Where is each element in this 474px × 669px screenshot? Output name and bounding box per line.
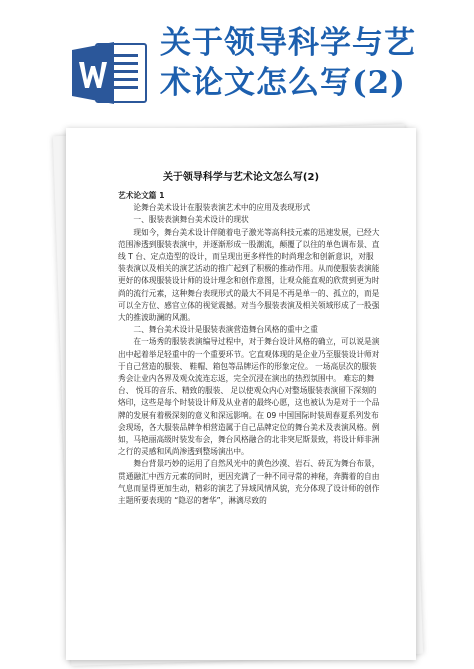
header-title-line-2: 术论文怎么写(2) bbox=[160, 65, 406, 101]
subheading: 一、服装表演舞台美术设计的现状 bbox=[133, 215, 249, 225]
paragraph: 论舞台美术设计在服装表演艺术中的应用及表现形式 bbox=[133, 203, 311, 213]
paragraph: 舞台背景巧妙的运用了自然风光中的黄色沙漠、岩石、砖瓦为舞台布景，贯通融汇中西方元素的同时，更因充满了一种不同寻常的神秘，奔腾着的自由气息而显得更加生动，精彩的演艺了异域风情风貌，充分体现了设计师的创作主题所要表现的 “隐忍的奢华”，淋漓尽致的 bbox=[118, 459, 380, 506]
section-heading: 艺术论文篇 1 bbox=[118, 191, 165, 200]
subheading: 二、舞台美术设计是服装表演营造舞台风格的重中之重 bbox=[133, 325, 318, 335]
paragraph: 在一场秀的服装表演编导过程中，对于舞台设计风格的确立，可以说是演出中起着举足轻重中的一个重要环节。它直观体现的是企业乃至服装设计师对于自己营造的服装、 鞋帽、箱包等品牌运作的形象定位。 一场高层次的服装秀会让业内各界及观众流连忘返，完全沉浸在演出的热烈氛围中。 难忘的舞台、 悦耳的音乐、精致的服装、 足以使观众内心对整场服装表演留下深刻的烙印，这些是每个时装设计师及从业者的最终心愿，这也被认为是对于一个品牌的发展有着极深刻的意义和深远影响。在 09 中国国际时装周春夏系列发布会现场，各大服装品牌争相营造属于自己品牌定位的舞台美术及表演风格。例如，马艳丽高级时装发布会，舞台风格融合的北非突尼斯景致，将设计师非洲之行的灵感和风尚渗透到整场演出中。 bbox=[118, 337, 380, 457]
header-banner bbox=[0, 0, 474, 120]
header-title-line-1: 关于领导科学与艺 bbox=[160, 25, 416, 61]
document-page bbox=[66, 128, 416, 660]
document-body bbox=[118, 190, 380, 507]
document-title: 关于领导科学与艺术论文怎么写(2) bbox=[162, 172, 320, 183]
word-document-icon bbox=[70, 40, 150, 106]
paragraph: 现如今，舞台美术设计伴随着电子激光等高科技元素的迅速发展，已经大范围渗透到服装表演中，并逐渐形成一股潮流，颠覆了以往的单色调布景、直线 T 台、定点造型的设计，而呈现出更多样性的时尚理念和创新意识，对服装表演以及相关的演艺活动的推广起到了积极的推动作用。从而使服装表演能更好的体现服装设计师的设计理念和创作意图，让观众能直观的欣赏到更为时尚的流行元素，这种舞台表现形式的最大不同是不再是单一的、孤立的，而是可以全方位、感官立体的视觉震撼。对当今服装表演及相关领域形成了一股强大的推波助澜的风潮。 bbox=[118, 227, 380, 323]
